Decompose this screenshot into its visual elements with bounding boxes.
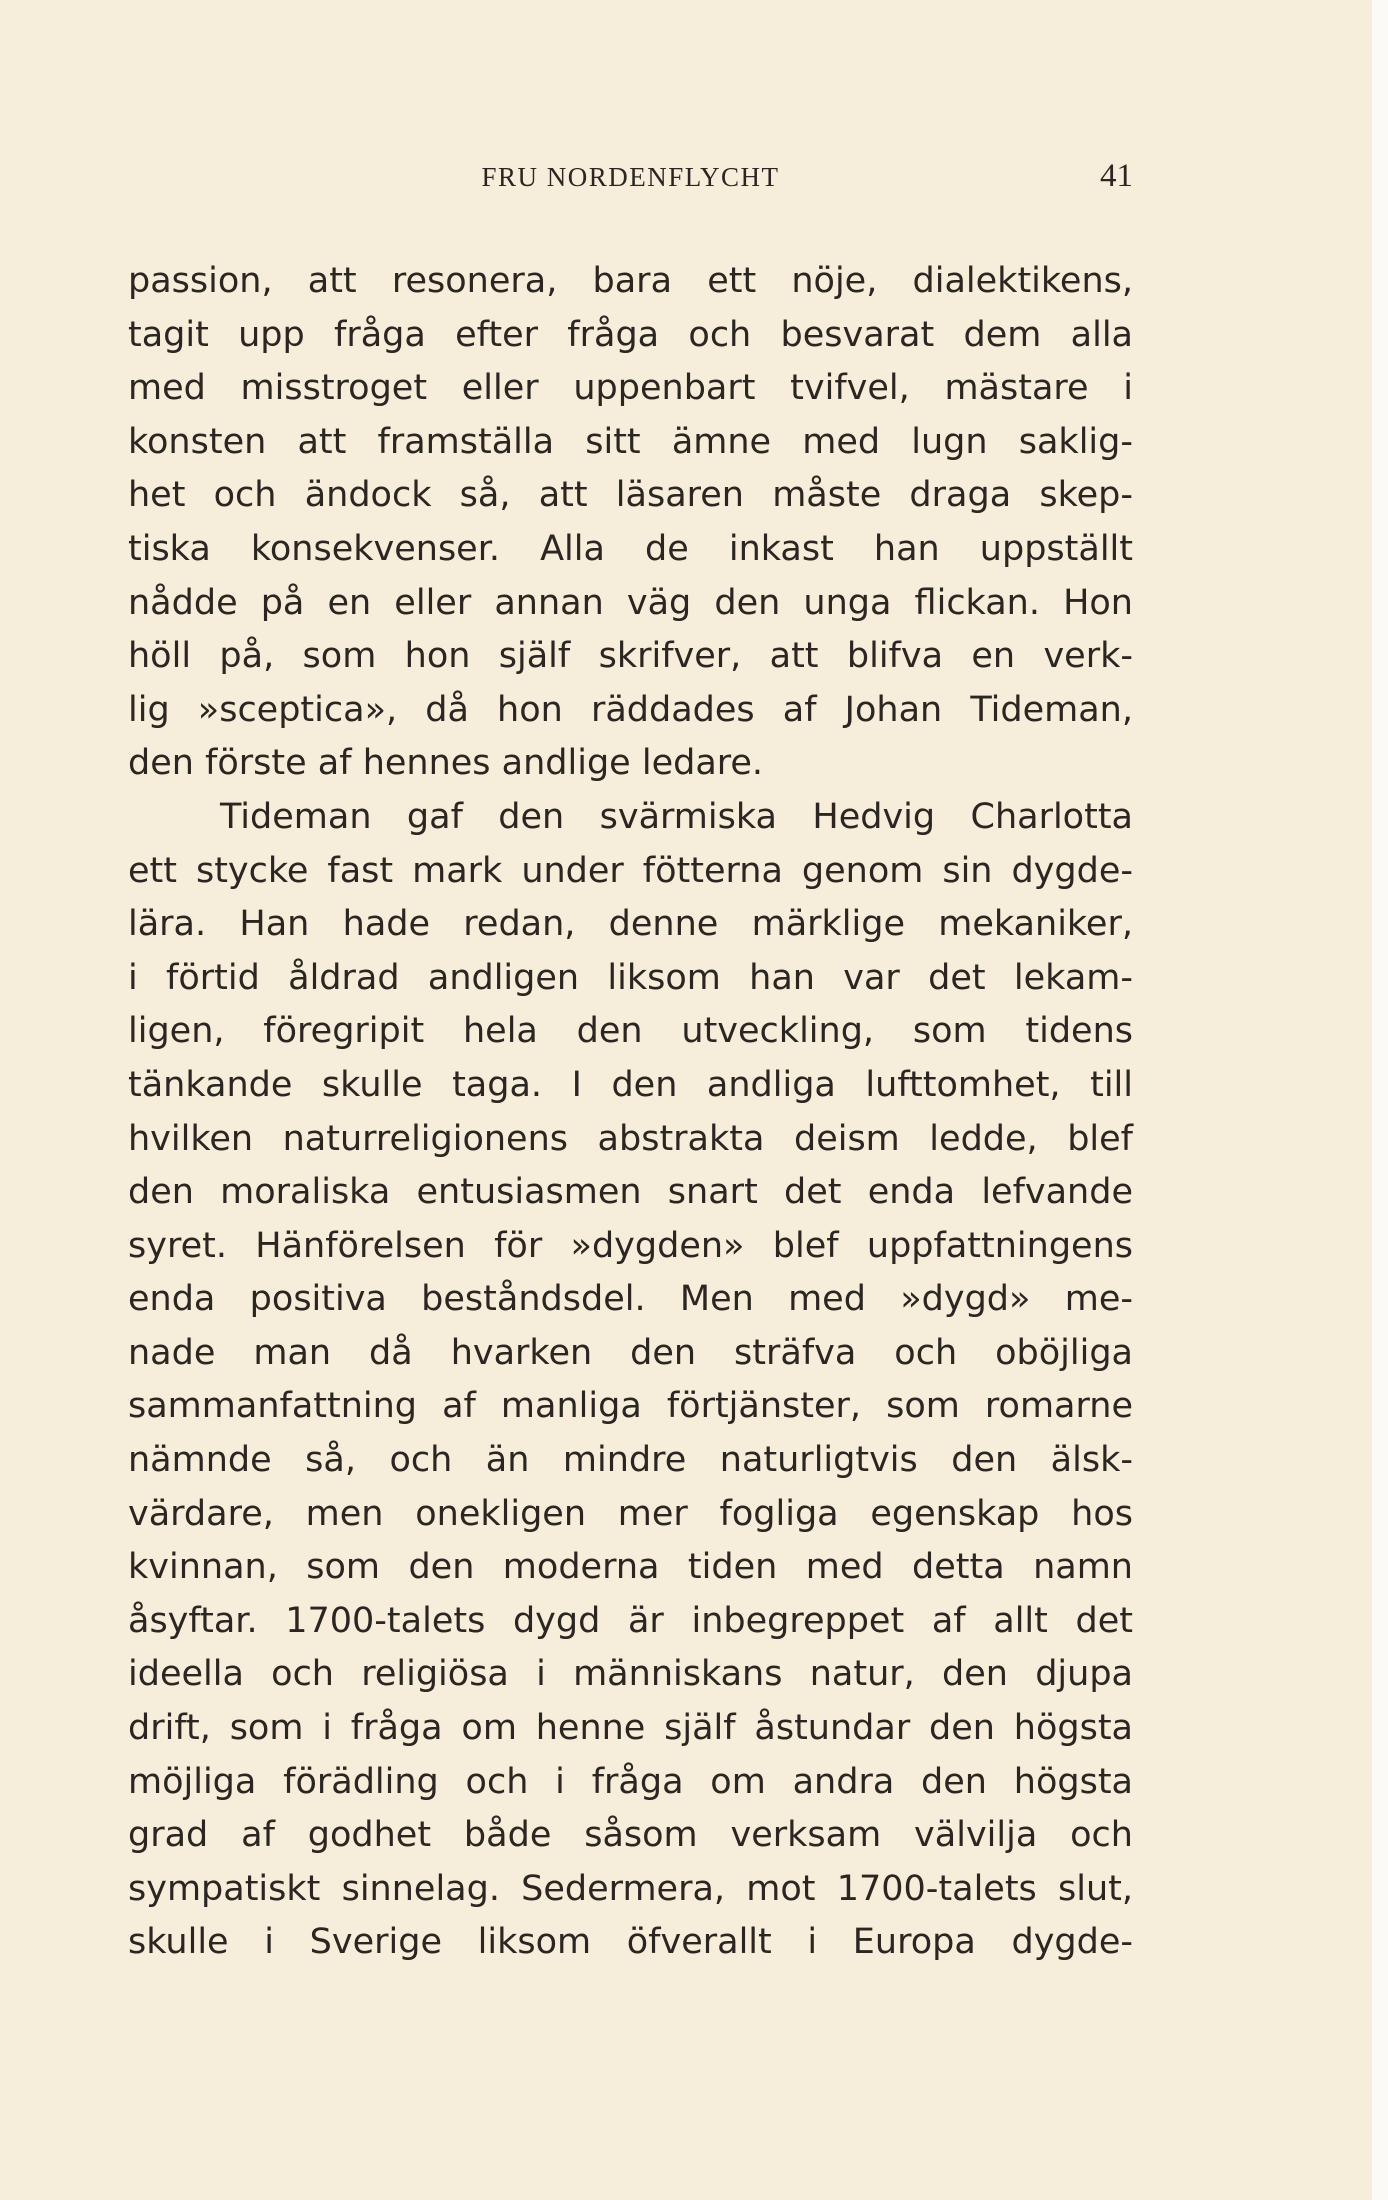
running-title: FRU NORDENFLYCHT bbox=[481, 162, 780, 192]
text-line: kvinnan, som den moderna tiden med detta namn bbox=[128, 1547, 1133, 1588]
page-number: 41 bbox=[1100, 158, 1133, 194]
text-line: möjliga förädling och i fråga om andra den högsta bbox=[128, 1761, 1133, 1802]
text-line: i förtid åldrad andligen liksom han var det lekam- bbox=[128, 957, 1133, 998]
text-line: hvilken naturreligionens abstrakta deism ledde, blef bbox=[128, 1118, 1133, 1159]
text-line: het och ändock så, att läsaren måste draga skep- bbox=[128, 475, 1133, 516]
text-line: sympatiskt sinnelag. Sedermera, mot 1700-talets slut, bbox=[128, 1868, 1133, 1909]
text-line: lig »sceptica», då hon räddades af Johan Tideman, bbox=[128, 689, 1133, 730]
text-line: nådde på en eller annan väg den unga flickan. Hon bbox=[128, 582, 1133, 623]
text-line: ett stycke fast mark under fötterna genom sin dygde- bbox=[128, 850, 1133, 891]
text-line: passion, att resonera, bara ett nöje, dialektikens, bbox=[128, 261, 1133, 301]
text-line: grad af godhet både såsom verksam välvilja och bbox=[128, 1815, 1133, 1856]
text-line: Tideman gaf den svärmiska Hedvig Charlotta bbox=[220, 796, 1133, 837]
text-line: tänkande skulle taga. I den andliga lufttomhet, till bbox=[128, 1064, 1133, 1105]
text-line: skulle i Sverige liksom öfverallt i Europa dygde- bbox=[128, 1922, 1133, 1963]
text-line: nade man då hvarken den sträfva och oböjliga bbox=[128, 1332, 1133, 1373]
text-line: höll på, som hon själf skrifver, att blifva en verk- bbox=[128, 636, 1133, 677]
text-line: sammanfattning af manliga förtjänster, som romarne bbox=[128, 1386, 1133, 1427]
scan-edge bbox=[1372, 0, 1388, 2200]
text-line: tagit upp fråga efter fråga och besvarat dem alla bbox=[128, 314, 1133, 355]
body-text bbox=[128, 255, 1133, 1970]
text-line: ideella och religiösa i människans natur, den djupa bbox=[128, 1654, 1133, 1695]
text-line: den förste af hennes andlige ledare. bbox=[128, 743, 764, 784]
text-line: ligen, föregripit hela den utveckling, som tidens bbox=[128, 1011, 1133, 1052]
text-line: drift, som i fråga om henne själf åstundar den högsta bbox=[128, 1708, 1133, 1749]
text-line: konsten att framställa sitt ämne med lugn saklig- bbox=[128, 421, 1133, 462]
text-line: lära. Han hade redan, denne märklige mekaniker, bbox=[128, 904, 1133, 945]
text-line: nämnde så, och än mindre naturligtvis den älsk- bbox=[128, 1440, 1133, 1481]
text-line: syret. Hänförelsen för »dygden» blef uppfattningens bbox=[128, 1225, 1133, 1266]
page-header bbox=[128, 160, 1133, 200]
text-line: värdare, men onekligen mer fogliga egenskap hos bbox=[128, 1493, 1133, 1534]
text-line: enda positiva beståndsdel. Men med »dygd» me- bbox=[128, 1279, 1133, 1320]
text-line: tiska konsekvenser. Alla de inkast han uppställt bbox=[128, 528, 1133, 569]
text-line: den moraliska entusiasmen snart det enda lefvande bbox=[128, 1172, 1133, 1213]
text-line: med misstroget eller uppenbart tvifvel, mästare i bbox=[128, 368, 1133, 409]
text-line: åsyftar. 1700-talets dygd är inbegreppet af allt det bbox=[128, 1600, 1133, 1641]
